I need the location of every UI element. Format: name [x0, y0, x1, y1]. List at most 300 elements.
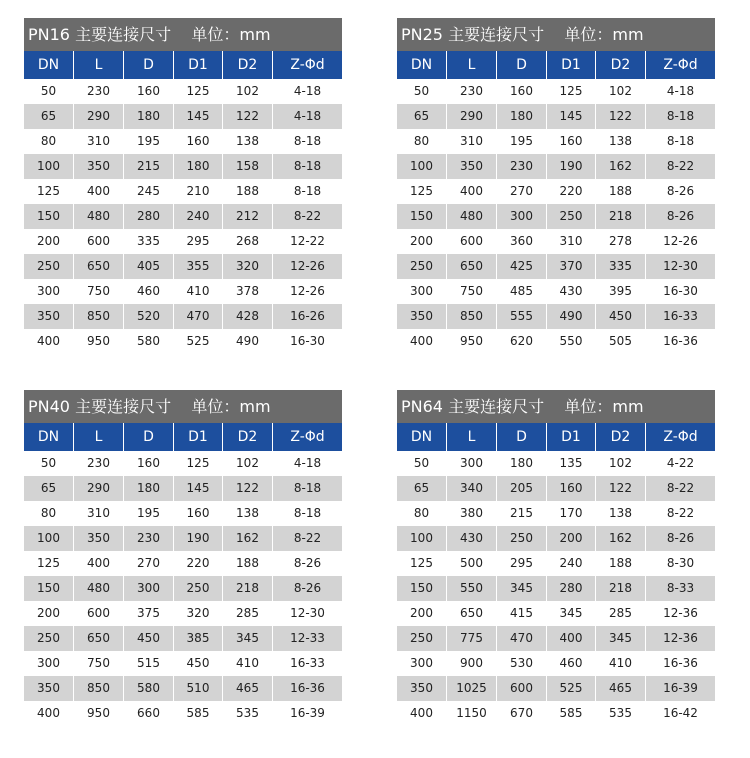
table-cell: 190 — [174, 526, 223, 551]
table-row — [397, 676, 715, 701]
column-header: D — [497, 423, 547, 451]
table-cell: 345 — [223, 626, 273, 651]
table-cell: 505 — [609, 334, 632, 348]
table-row — [24, 451, 342, 476]
table-cell: 160 — [137, 456, 160, 470]
table-cell: 8-22 — [666, 481, 695, 495]
table-cell: 400 — [460, 184, 483, 198]
table-cell: 750 — [87, 284, 110, 298]
table-cell: 900 — [460, 656, 483, 670]
table-cell: 285 — [236, 606, 259, 620]
table-cell: 400 — [410, 706, 433, 720]
table-cell: 12-33 — [290, 631, 325, 645]
table-row — [24, 476, 342, 501]
table-cell: 160 — [137, 84, 160, 98]
table-cell: 138 — [609, 134, 632, 148]
table-cell: 102 — [609, 456, 632, 470]
column-header: D1 — [174, 423, 223, 451]
table-cell: 50 — [413, 456, 430, 470]
table-cell: 280 — [124, 204, 174, 229]
table-row — [24, 304, 342, 329]
table-cell: 320 — [186, 606, 210, 620]
table-cell: 12-26 — [290, 259, 325, 273]
table-cell: 65 — [397, 104, 447, 129]
table-cell: 80 — [413, 134, 430, 148]
table-cell: 775 — [447, 626, 497, 651]
table-cell: 950 — [87, 706, 110, 720]
table-cell: 310 — [87, 134, 110, 148]
table-cell: 300 — [497, 204, 547, 229]
table-cell: 250 — [24, 626, 74, 651]
table-cell: 850 — [447, 304, 497, 329]
table-cell: 525 — [547, 676, 596, 701]
column-header: DN — [397, 51, 447, 79]
table-cell: 138 — [236, 506, 259, 520]
table-cell: 190 — [547, 154, 596, 179]
table-cell: 16-26 — [290, 309, 325, 323]
table-cell: 16-33 — [663, 309, 698, 323]
table-cell: 335 — [137, 234, 160, 248]
table-row — [397, 129, 715, 154]
table-cell: 50 — [40, 84, 57, 98]
table-cell: 360 — [510, 234, 533, 248]
table-cell: 400 — [37, 706, 60, 720]
table-cell: 650 — [74, 254, 124, 279]
table-title: PN64 主要连接尺寸 单位：mm — [397, 390, 715, 423]
table-row — [397, 526, 715, 551]
table-row — [397, 304, 715, 329]
table-cell: 16-36 — [663, 656, 698, 670]
table-cell: 230 — [460, 84, 483, 98]
table-cell: 428 — [223, 304, 273, 329]
table-cell: 125 — [410, 184, 433, 198]
table-cell: 240 — [174, 204, 223, 229]
table-cell: 162 — [596, 526, 646, 551]
table-cell: 16-33 — [290, 656, 325, 670]
table-row — [24, 651, 342, 676]
table-cell: 218 — [223, 576, 273, 601]
table-header-row — [24, 423, 342, 451]
table-cell: 16-30 — [663, 284, 698, 298]
table-cell: 250 — [397, 254, 447, 279]
table-row — [24, 79, 342, 104]
table-cell: 490 — [547, 304, 596, 329]
table-cell: 450 — [124, 626, 174, 651]
table-cell: 230 — [124, 526, 174, 551]
table-cell: 400 — [547, 626, 596, 651]
table-cell: 278 — [609, 234, 632, 248]
table-cell: 210 — [186, 184, 210, 198]
table-cell: 350 — [24, 304, 74, 329]
table-row — [24, 526, 342, 551]
table-cell: 8-26 — [293, 556, 322, 570]
table-cell: 125 — [559, 84, 583, 98]
table-cell: 465 — [223, 676, 273, 701]
table-row — [397, 154, 715, 179]
table-cell: 400 — [87, 556, 110, 570]
table-cell: 8-18 — [293, 134, 322, 148]
table-cell: 410 — [186, 284, 210, 298]
column-header: D1 — [547, 423, 596, 451]
table-cell: 450 — [596, 304, 646, 329]
table-cell: 750 — [460, 284, 483, 298]
table-cell: 300 — [37, 284, 60, 298]
column-header: D1 — [174, 51, 223, 79]
table-cell: 300 — [124, 576, 174, 601]
table-cell: 150 — [24, 204, 74, 229]
table-cell: 270 — [510, 184, 533, 198]
table-cell: 122 — [223, 476, 273, 501]
table-row — [397, 229, 715, 254]
table-cell: 470 — [497, 626, 547, 651]
table-cell: 250 — [397, 626, 447, 651]
table-cell: 200 — [410, 606, 433, 620]
table-cell: 490 — [236, 334, 259, 348]
table-cell: 350 — [447, 154, 497, 179]
table-cell: 16-36 — [663, 334, 698, 348]
table-cell: 8-18 — [293, 506, 322, 520]
table-cell: 378 — [236, 284, 259, 298]
column-header: D2 — [596, 51, 646, 79]
table-cell: 850 — [74, 304, 124, 329]
table-cell: 350 — [24, 676, 74, 701]
table-cell: 8-26 — [666, 184, 695, 198]
table-cell: 580 — [137, 334, 160, 348]
table-cell: 285 — [609, 606, 632, 620]
column-header: D — [497, 51, 547, 79]
table-row — [397, 551, 715, 576]
table-cell: 145 — [547, 104, 596, 129]
table-cell: 205 — [497, 476, 547, 501]
table-cell: 480 — [447, 204, 497, 229]
table-cell: 245 — [137, 184, 160, 198]
table-cell: 530 — [510, 656, 533, 670]
column-header: L — [74, 423, 124, 451]
table-cell: 220 — [559, 184, 583, 198]
table-cell: 400 — [37, 334, 60, 348]
table-cell: 8-30 — [666, 556, 695, 570]
table-cell: 350 — [397, 304, 447, 329]
table-cell: 100 — [24, 154, 74, 179]
table-cell: 8-18 — [293, 481, 322, 495]
table-cell: 50 — [413, 84, 430, 98]
table-cell: 65 — [24, 104, 74, 129]
table-cell: 188 — [236, 184, 259, 198]
table-cell: 80 — [40, 134, 57, 148]
table-row — [24, 601, 342, 626]
pn40-dimension-table — [24, 390, 342, 726]
table-row — [24, 129, 342, 154]
table-cell: 180 — [124, 104, 174, 129]
table-cell: 125 — [410, 556, 433, 570]
table-cell: 65 — [397, 476, 447, 501]
table-cell: 16-36 — [290, 681, 325, 695]
table-cell: 160 — [510, 84, 533, 98]
table-cell: 355 — [174, 254, 223, 279]
table-cell: 100 — [24, 526, 74, 551]
table-cell: 400 — [410, 334, 433, 348]
table-cell: 480 — [74, 204, 124, 229]
table-cell: 230 — [87, 456, 110, 470]
column-header: Z-Φd — [663, 57, 698, 73]
table-cell: 12-36 — [663, 631, 698, 645]
table-cell: 310 — [87, 506, 110, 520]
table-cell: 300 — [37, 656, 60, 670]
table-cell: 16-39 — [290, 706, 325, 720]
pn64-dimension-table — [397, 390, 715, 726]
table-cell: 550 — [559, 334, 583, 348]
table-cell: 16-30 — [290, 334, 325, 348]
table-cell: 350 — [397, 676, 447, 701]
table-cell: 230 — [497, 154, 547, 179]
table-cell: 470 — [174, 304, 223, 329]
table-row — [24, 626, 342, 651]
table-cell: 8-18 — [293, 159, 322, 173]
table-cell: 12-30 — [663, 259, 698, 273]
table-cell: 200 — [410, 234, 433, 248]
table-cell: 290 — [447, 104, 497, 129]
table-header-row — [397, 423, 715, 451]
table-title: PN40 主要连接尺寸 单位：mm — [24, 390, 342, 423]
table-cell: 585 — [186, 706, 210, 720]
table-row — [397, 501, 715, 526]
table-row — [24, 701, 342, 726]
table-cell: 460 — [137, 284, 160, 298]
table-cell: 350 — [74, 526, 124, 551]
table-cell: 16-42 — [663, 706, 698, 720]
table-cell: 620 — [510, 334, 533, 348]
table-cell: 180 — [124, 476, 174, 501]
table-cell: 200 — [37, 606, 60, 620]
table-header-row — [397, 51, 715, 79]
table-cell: 485 — [510, 284, 533, 298]
table-cell: 300 — [410, 284, 433, 298]
table-cell: 160 — [559, 134, 583, 148]
table-cell: 750 — [87, 656, 110, 670]
table-cell: 415 — [510, 606, 533, 620]
table-cell: 218 — [596, 576, 646, 601]
table-cell: 122 — [223, 104, 273, 129]
table-cell: 280 — [547, 576, 596, 601]
table-cell: 535 — [236, 706, 259, 720]
pn16-dimension-table — [24, 18, 342, 354]
table-cell: 215 — [510, 506, 533, 520]
table-cell: 405 — [124, 254, 174, 279]
table-cell: 380 — [460, 506, 483, 520]
table-cell: 950 — [460, 334, 483, 348]
table-cell: 180 — [497, 104, 547, 129]
table-row — [24, 329, 342, 354]
table-cell: 4-18 — [666, 84, 695, 98]
table-cell: 145 — [174, 104, 223, 129]
table-cell: 555 — [497, 304, 547, 329]
table-cell: 270 — [137, 556, 160, 570]
table-cell: 170 — [559, 506, 583, 520]
table-cell: 350 — [74, 154, 124, 179]
table-cell: 220 — [186, 556, 210, 570]
table-cell: 250 — [547, 204, 596, 229]
table-row — [24, 204, 342, 229]
table-cell: 160 — [547, 476, 596, 501]
table-cell: 4-18 — [293, 109, 322, 123]
table-row — [397, 601, 715, 626]
table-header-row — [24, 51, 342, 79]
table-row — [24, 179, 342, 204]
table-cell: 950 — [87, 334, 110, 348]
table-cell: 8-18 — [666, 134, 695, 148]
table-cell: 250 — [497, 526, 547, 551]
table-cell: 250 — [24, 254, 74, 279]
table-cell: 300 — [460, 456, 483, 470]
table-cell: 850 — [74, 676, 124, 701]
column-header: Z-Φd — [290, 57, 325, 73]
table-cell: 660 — [137, 706, 160, 720]
table-cell: 162 — [596, 154, 646, 179]
column-header: D — [124, 423, 174, 451]
table-cell: 50 — [40, 456, 57, 470]
table-cell: 8-26 — [666, 531, 695, 545]
column-header: DN — [24, 51, 74, 79]
table-cell: 160 — [186, 134, 210, 148]
table-cell: 125 — [37, 556, 60, 570]
table-row — [24, 676, 342, 701]
table-cell: 102 — [236, 84, 259, 98]
table-cell: 100 — [397, 154, 447, 179]
table-cell: 162 — [223, 526, 273, 551]
table-cell: 345 — [559, 606, 583, 620]
table-cell: 335 — [596, 254, 646, 279]
table-row — [397, 254, 715, 279]
table-row — [24, 154, 342, 179]
table-row — [24, 104, 342, 129]
table-cell: 600 — [497, 676, 547, 701]
table-cell: 150 — [397, 576, 447, 601]
table-row — [24, 576, 342, 601]
table-row — [397, 104, 715, 129]
table-cell: 195 — [510, 134, 533, 148]
table-cell: 102 — [609, 84, 632, 98]
table-cell: 550 — [447, 576, 497, 601]
table-cell: 450 — [186, 656, 210, 670]
table-cell: 180 — [510, 456, 533, 470]
table-row — [397, 451, 715, 476]
table-cell: 215 — [124, 154, 174, 179]
table-row — [24, 254, 342, 279]
table-cell: 180 — [174, 154, 223, 179]
table-cell: 525 — [186, 334, 210, 348]
table-cell: 480 — [74, 576, 124, 601]
table-cell: 515 — [137, 656, 160, 670]
table-cell: 430 — [559, 284, 583, 298]
table-cell: 375 — [137, 606, 160, 620]
table-cell: 670 — [510, 706, 533, 720]
table-row — [397, 179, 715, 204]
table-cell: 600 — [87, 606, 110, 620]
column-header: D2 — [596, 423, 646, 451]
table-row — [24, 501, 342, 526]
table-row — [24, 279, 342, 304]
table-cell: 385 — [174, 626, 223, 651]
table-cell: 80 — [40, 506, 57, 520]
table-cell: 158 — [223, 154, 273, 179]
table-cell: 8-18 — [666, 109, 695, 123]
table-cell: 410 — [609, 656, 632, 670]
table-cell: 400 — [87, 184, 110, 198]
table-cell: 8-26 — [293, 581, 322, 595]
table-cell: 585 — [559, 706, 583, 720]
table-cell: 135 — [559, 456, 583, 470]
table-cell: 650 — [460, 606, 483, 620]
table-cell: 125 — [186, 84, 210, 98]
table-cell: 535 — [609, 706, 632, 720]
column-header: D2 — [223, 423, 273, 451]
table-cell: 370 — [547, 254, 596, 279]
table-cell: 1025 — [447, 676, 497, 701]
table-cell: 600 — [460, 234, 483, 248]
table-cell: 100 — [397, 526, 447, 551]
table-cell: 230 — [87, 84, 110, 98]
table-cell: 4-22 — [666, 456, 695, 470]
table-cell: 510 — [174, 676, 223, 701]
table-cell: 465 — [596, 676, 646, 701]
table-row — [397, 701, 715, 726]
table-cell: 460 — [559, 656, 583, 670]
table-title: PN16 主要连接尺寸 单位：mm — [24, 18, 342, 51]
table-cell: 122 — [596, 476, 646, 501]
table-cell: 345 — [497, 576, 547, 601]
table-cell: 8-22 — [666, 159, 695, 173]
table-cell: 650 — [74, 626, 124, 651]
table-cell: 12-30 — [290, 606, 325, 620]
table-cell: 8-33 — [666, 581, 695, 595]
column-header: L — [447, 423, 497, 451]
table-cell: 320 — [223, 254, 273, 279]
table-cell: 340 — [447, 476, 497, 501]
column-header: L — [74, 51, 124, 79]
column-header: D2 — [223, 51, 273, 79]
table-row — [397, 476, 715, 501]
table-cell: 295 — [186, 234, 210, 248]
table-row — [397, 626, 715, 651]
table-cell: 195 — [137, 134, 160, 148]
table-cell: 138 — [236, 134, 259, 148]
column-header: D1 — [547, 51, 596, 79]
table-cell: 188 — [236, 556, 259, 570]
table-row — [397, 204, 715, 229]
table-cell: 250 — [174, 576, 223, 601]
table-cell: 1150 — [456, 706, 487, 720]
column-header: Z-Φd — [290, 429, 325, 445]
table-cell: 80 — [413, 506, 430, 520]
table-cell: 300 — [410, 656, 433, 670]
column-header: L — [447, 51, 497, 79]
table-row — [397, 279, 715, 304]
table-cell: 310 — [460, 134, 483, 148]
table-cell: 160 — [186, 506, 210, 520]
table-cell: 8-18 — [293, 184, 322, 198]
table-cell: 16-39 — [663, 681, 698, 695]
table-title: PN25 主要连接尺寸 单位：mm — [397, 18, 715, 51]
table-row — [24, 551, 342, 576]
table-row — [397, 651, 715, 676]
table-cell: 8-26 — [666, 209, 695, 223]
table-cell: 600 — [87, 234, 110, 248]
table-cell: 395 — [609, 284, 632, 298]
pn25-dimension-table — [397, 18, 715, 354]
table-cell: 125 — [37, 184, 60, 198]
table-cell: 240 — [559, 556, 583, 570]
table-cell: 218 — [596, 204, 646, 229]
